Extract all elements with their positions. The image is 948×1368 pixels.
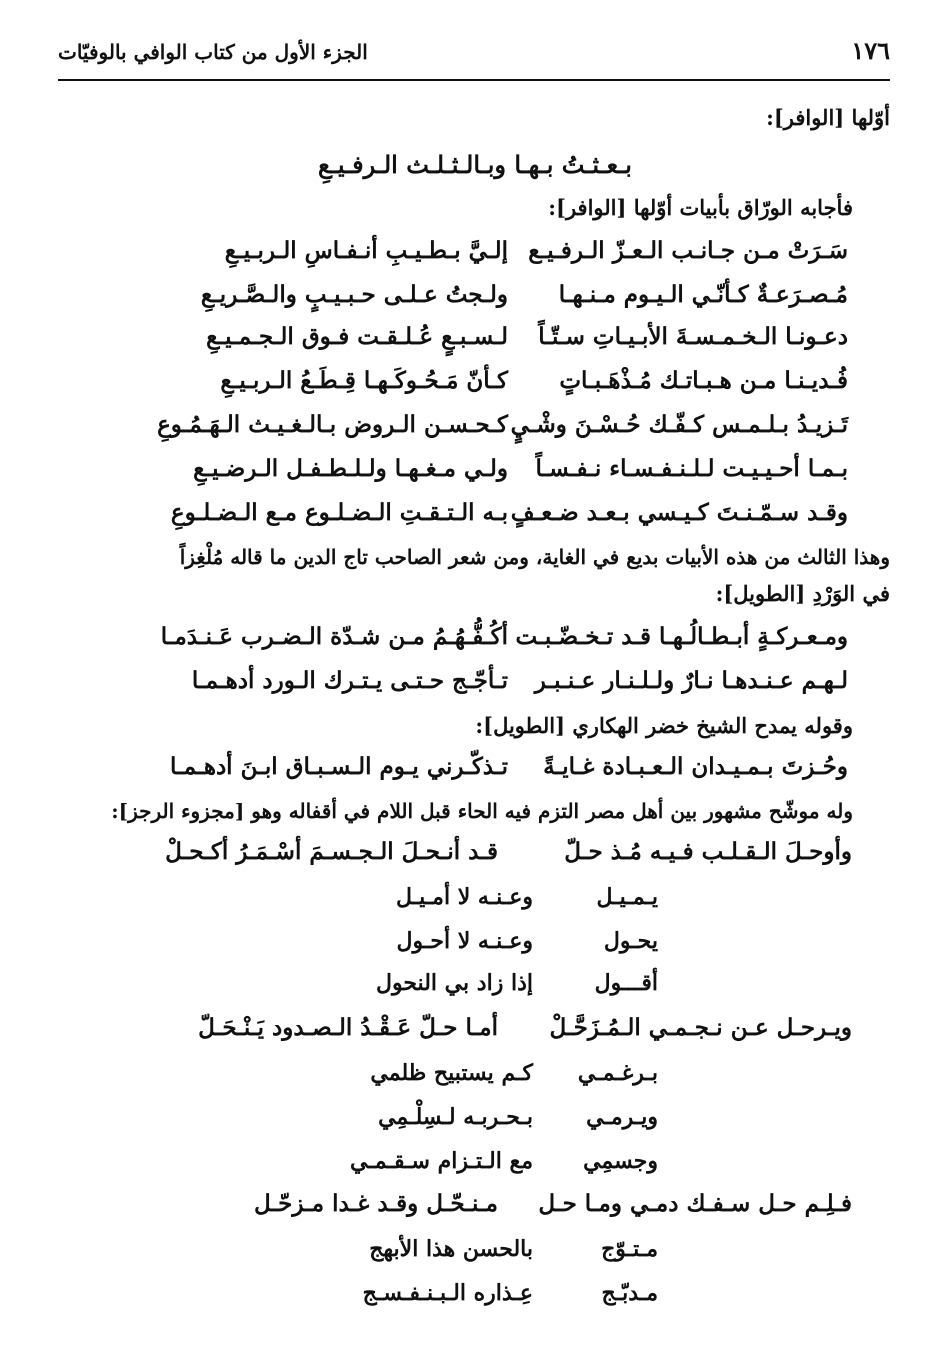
running-title: الجزء الأول من كتاب الوافي بالوفيّات [58, 40, 368, 64]
prose-line-1b: في الوَرْدِ [الطويل]: [715, 581, 890, 606]
poem2-r-0: ومـعـركـةٍ أبـطـالُـهـا قـد تـخـضّـبـت [515, 623, 848, 650]
poem1-l-1: ولـجتُ عـلـى حـبـيـبٍ والـصَّـريـعِ [200, 281, 508, 308]
poem1-r-6: وقـد سـمّـنـتَ كـيـسي بـعـد ضـعـفٍ [510, 499, 848, 526]
poem1-l-5: ولـي مـغـهـا ولـلـطـفـل الـرضـيـعِ [193, 455, 508, 482]
mw1-short-r-2: أقـــول [594, 970, 658, 996]
mw2-l: ويـرحـل عـن نـجـمـي الـمُـزَحَّـلْ [549, 1014, 852, 1041]
poem1-r-3: فُـديـنـا مـن هـبـاتـك مُـذْهَـبـاتٍ [559, 367, 848, 394]
mw2-r: أمـا حـلّ عَـقْـدُ الـصـدود يَـنْـحَـلّ [198, 1014, 498, 1041]
page-header [58, 36, 890, 72]
poem1-l-0: إلـيَّ بـطـيـبِ أنـفـاسِ الـربـيـعِ [224, 237, 508, 264]
poem1-l-2: لـسـبـعٍ عُـلـقـت فـوق الـجـمـيـعِ [206, 323, 508, 350]
mw1-r: قـد أنـحـلَ الـجـسـمَ أسْـمَـرُ أكـحـلْ [165, 838, 498, 865]
mw3-short-r-1: مـدبّـج [601, 1280, 658, 1306]
poem1-l-4: كـحـسـن الـروض بـالـغـيـث الـهَـمُـوعِ [157, 411, 508, 438]
poem3-l: تـذكّـرني يـوم الـسـبـاق ابـنَ أدهـمـا [170, 753, 508, 780]
poem3-r: وحُـزتَ بـمـيـدان الـعـبـادة غـايـةً [543, 753, 848, 780]
verse-line-0: بـعـثـتُ بـهـا وبـالـثـلـث الـرفـيـعِ [318, 150, 632, 179]
intro-line-1: أوّلها [الوافر]: [766, 105, 890, 130]
mw1-short-r-0: يـمـيـل [596, 884, 658, 910]
mw3-short-l-0: بالحسن هذا الأبهج [369, 1236, 533, 1262]
poem1-l-3: كـأنّ مَـحُـوكَـهـا قِـطَـعُ الـربـيـعِ [220, 367, 508, 394]
mw2-short-r-2: وجسمِي [583, 1148, 658, 1174]
poem2-l-0: أكُـفُّـهُـمُ مـن شـدّة الـضـرب عَـنـدَمـا [160, 623, 508, 650]
poem1-r-0: سَـرَتْ مـن جـانـب الـعـزّ الـرفـيـع [528, 237, 848, 264]
poem1-l-6: بـه الـتـقـتِ الـضـلـوع مـع الـضـلـوعِ [170, 499, 508, 526]
page-number: ١٧٦ [851, 36, 890, 65]
prose-line-1: وهذا الثالث من هذه الأبيات بديع في الغاية، ومن شعر الصاحب تاج الدين ما قاله مُلْغِزاً [179, 545, 890, 569]
prose-line-2: وقوله يمدح الشيخ خضر الهكاري [الطويل]: [475, 713, 853, 738]
mw2-short-r-1: ويـرمـي [586, 1104, 658, 1130]
mw3-l: فـلِـم حـل سـفـك دمـي ومـا حـل [538, 1190, 852, 1217]
mw3-r: مـنـحّـل وقـد غـدا مـزحّـل [253, 1190, 498, 1217]
mw2-short-r-0: بـرغـمـي [577, 1060, 658, 1086]
mw2-short-l-1: بـحـربـه لـسِلْـمِي [378, 1104, 533, 1130]
poem1-r-2: دعـونـا الـخـمـسـةَ الأبـيـاتِ سـتّـاً [538, 323, 848, 350]
poem1-r-4: تَـزيـدُ بـلـمـس كـفّـك حُـسْـنَ وشْـيٍ [510, 411, 848, 438]
mw2-short-l-0: كـم يستبيح ظلمي [370, 1060, 533, 1086]
mw1-l: وأوحـلَ الـقـلـب فـيـه مُـذ حـلّ [564, 838, 852, 865]
mw1-short-l-1: وعـنـه لا أحـول [396, 928, 533, 954]
poem2-r-1: لـهـم عـنـدهـا نـارٌ ولـلـنـار عـنـبـر [534, 667, 848, 694]
mw3-short-r-0: مـتـوّج [601, 1236, 658, 1262]
poem1-r-1: مُـصـرَعـةٌ كـأنّـي الـيـوم مـنـهـا [558, 281, 848, 308]
prose-line-3: وله موشّح مشهور بين أهل مصر التزم فيه الحاء قبل اللام في أقفاله وهو [مجزوء الرجز]: [111, 799, 853, 823]
mw1-short-r-1: يحـول [603, 928, 658, 954]
header-rule [58, 79, 890, 81]
intro-line-2: فأجابه الورّاق بأبيات أوّلها [الوافر]: [548, 195, 853, 220]
mw1-short-l-2: إذا زاد بي النحول [376, 970, 533, 996]
poem2-l-1: تـأجّـج حـتـى يـتـرك الـورد أدهـمـا [191, 667, 508, 694]
mw3-short-l-1: عِـذاره الـبـنـفـسـج [362, 1280, 533, 1306]
poem1-r-5: بـمـا أحـيـيـت لـلـنـفـسـاء نـفـسـاً [535, 455, 848, 482]
mw2-short-l-2: مع الـتـزام سـقـمـي [350, 1148, 533, 1174]
mw1-short-l-0: وعـنـه لا أمـيـل [395, 884, 533, 910]
